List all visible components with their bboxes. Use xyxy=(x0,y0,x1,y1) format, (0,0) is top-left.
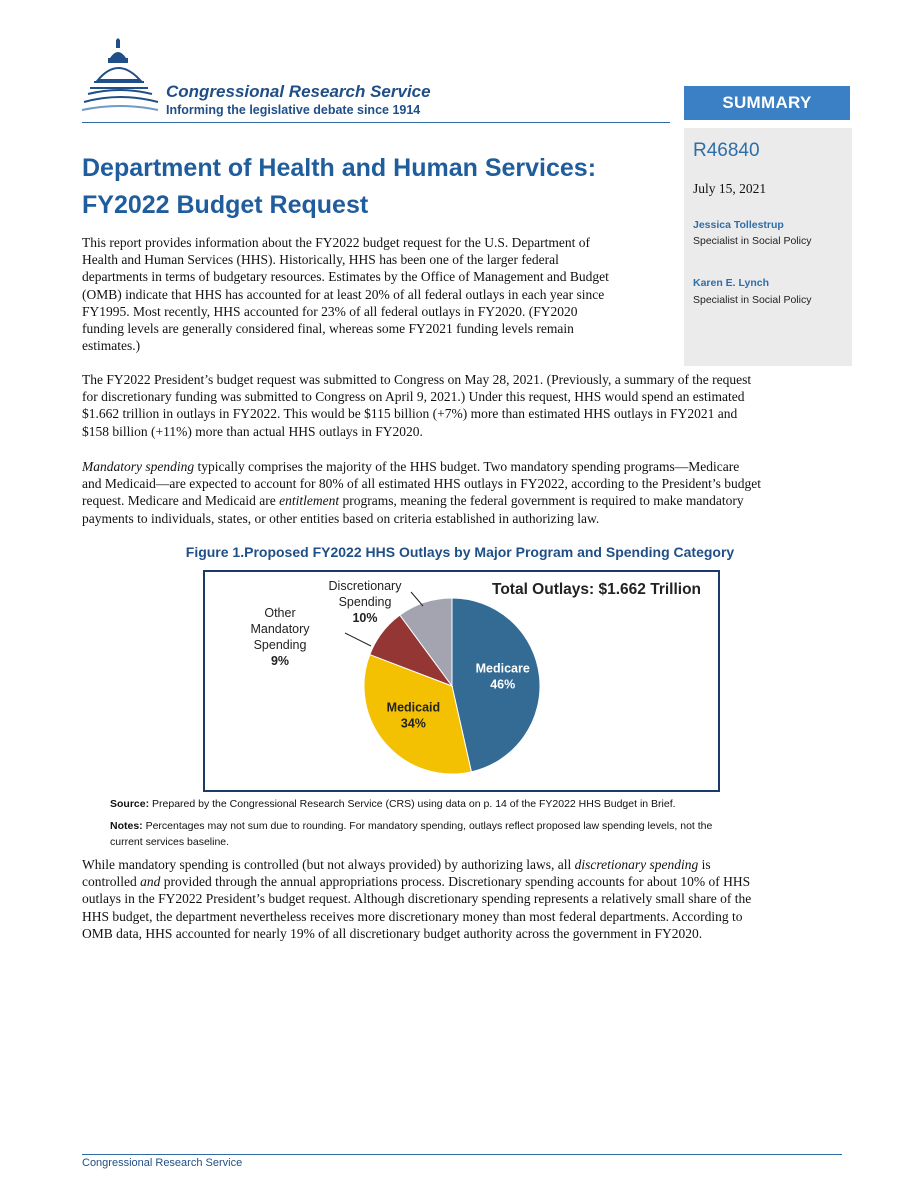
slice-label-discretionary-spending: Discretionary Spending 10% xyxy=(328,579,402,625)
notes-text: Percentages may not sum due to rounding. For mandatory spending, outlays reflect proposed law spending levels, not the xyxy=(142,820,713,832)
text-line xyxy=(82,458,852,475)
text-line: FY1995. Most recently, HHS accounted for 23% of all federal outlays in FY2020. (FY2020 xyxy=(82,303,578,319)
slice-label-other-mandatory-spending: Other Mandatory Spending 9% xyxy=(250,606,310,668)
title-line: Department of Health and Human Services: xyxy=(82,154,597,182)
text-span: While mandatory spending is controlled (but not always provided) by authorizing laws, all xyxy=(82,857,575,872)
text-line: (OMB) indicate that HHS has accounted for at least 20% of all federal outlays in each year since xyxy=(82,286,605,302)
text-line: for discretionary funding was submitted to Congress on April 9, 2021.) Under this request, HHS would spend an estimated xyxy=(82,389,745,405)
author-title: Specialist in Social Policy xyxy=(693,294,812,306)
slice-label-medicare: Medicare 46% xyxy=(475,661,530,692)
text-line: estimates.) xyxy=(82,338,141,354)
report-date: July 15, 2021 xyxy=(693,181,767,196)
leader-line xyxy=(345,633,371,646)
summary-label: SUMMARY xyxy=(684,86,850,120)
text-line: funding levels are generally considered final, whereas some FY2021 funding levels remain xyxy=(82,321,574,337)
body-paragraph xyxy=(82,371,852,440)
slice-label-medicaid: Medicaid 34% xyxy=(386,700,441,731)
title-line: FY2022 Budget Request xyxy=(82,191,369,219)
text-line xyxy=(82,492,852,509)
org-name: Congressional Research Service xyxy=(166,82,431,101)
author-title: Specialist in Social Policy xyxy=(693,235,812,247)
footer-org-name: Congressional Research Service xyxy=(82,1157,243,1169)
body-paragraph xyxy=(82,856,852,942)
summary-panel xyxy=(684,128,852,366)
text-span: programs, meaning the federal government is required to make mandatory xyxy=(339,493,744,509)
text-span: is xyxy=(698,857,711,872)
text-line xyxy=(110,818,830,834)
text-span: provided through the annual appropriations process. Discretionary spending accounts for about 10% of HHS xyxy=(160,874,751,890)
chart-title: Total Outlays: $1.662 Trillion xyxy=(492,581,702,598)
text-line: Health and Human Services (HHS). Historically, HHS has been one of the larger federal xyxy=(82,252,559,268)
source-label: Source: xyxy=(110,798,150,810)
text-span: request. Medicare and Medicaid are xyxy=(82,493,280,509)
text-line: current services baseline. xyxy=(110,836,230,848)
capitol-dome-icon xyxy=(80,36,160,122)
pie-chart-frame xyxy=(203,570,720,792)
figure-notes xyxy=(110,818,830,850)
body-paragraph xyxy=(82,458,852,527)
emphasis: discretionary spending xyxy=(574,857,699,872)
figure-caption: Figure 1.Proposed FY2022 HHS Outlays by Major Program and Spending Category xyxy=(185,544,735,560)
text-line: $158 billion (+11%) more than actual HHS outlays in FY2020. xyxy=(82,423,423,439)
notes-label: Notes: xyxy=(110,820,143,832)
text-line: This report provides information about the FY2022 budget request for the U.S. Department of xyxy=(82,235,591,250)
text-line: $1.662 trillion in outlays in FY2022. This would be $115 billion (+7%) more than estimated HHS outlays in FY2021 and xyxy=(82,406,738,422)
page-title xyxy=(82,150,672,224)
emphasis: entitlement xyxy=(279,493,340,509)
text-line xyxy=(82,873,852,890)
text-span: controlled xyxy=(82,874,141,890)
emphasis: and xyxy=(140,874,161,890)
text-span: typically comprises the majority of the HHS budget. Two mandatory spending programs—Medicare xyxy=(194,459,740,474)
emphasis: Mandatory spending xyxy=(82,459,195,474)
org-tagline: Informing the legislative debate since 1914 xyxy=(166,103,421,117)
author-name[interactable]: Karen E. Lynch xyxy=(693,277,770,289)
text-line: payments to individuals, states, or other entities based on criteria established in authorizing law. xyxy=(82,510,600,526)
header-rule xyxy=(82,122,670,123)
text-line: departments in terms of budgetary resources. Estimates by the Office of Management and Budget xyxy=(82,269,609,285)
source-text: Prepared by the Congressional Research Service (CRS) using data on p. 14 of the FY2022 HHS Budget in Brief. xyxy=(149,798,676,810)
author-name[interactable]: Jessica Tollestrup xyxy=(693,219,784,231)
text-line xyxy=(82,856,852,873)
leader-line xyxy=(411,592,423,606)
footer-rule xyxy=(82,1154,842,1155)
report-id: R46840 xyxy=(693,140,760,161)
pie-chart xyxy=(205,572,718,790)
text-line: and Medicaid—are expected to account for 80% of all estimated HHS outlays in FY2022, according to the President’s budget xyxy=(82,476,761,492)
text-line: The FY2022 President’s budget request was submitted to Congress on May 28, 2021. (Previously, a summary of the request xyxy=(82,372,752,387)
figure-source xyxy=(110,796,830,812)
text-line: OMB data, HHS accounted for nearly 19% of all discretionary budget authority across the government in FY2020. xyxy=(82,925,703,941)
summary-paragraph xyxy=(82,234,682,354)
text-line: outlays in the FY2022 President’s budget request. Although discretionary spending represents a relatively small share of the xyxy=(82,891,752,907)
text-line: HHS budget, the department nevertheless receives more discretionary money than most federal departments. According to xyxy=(82,908,743,924)
